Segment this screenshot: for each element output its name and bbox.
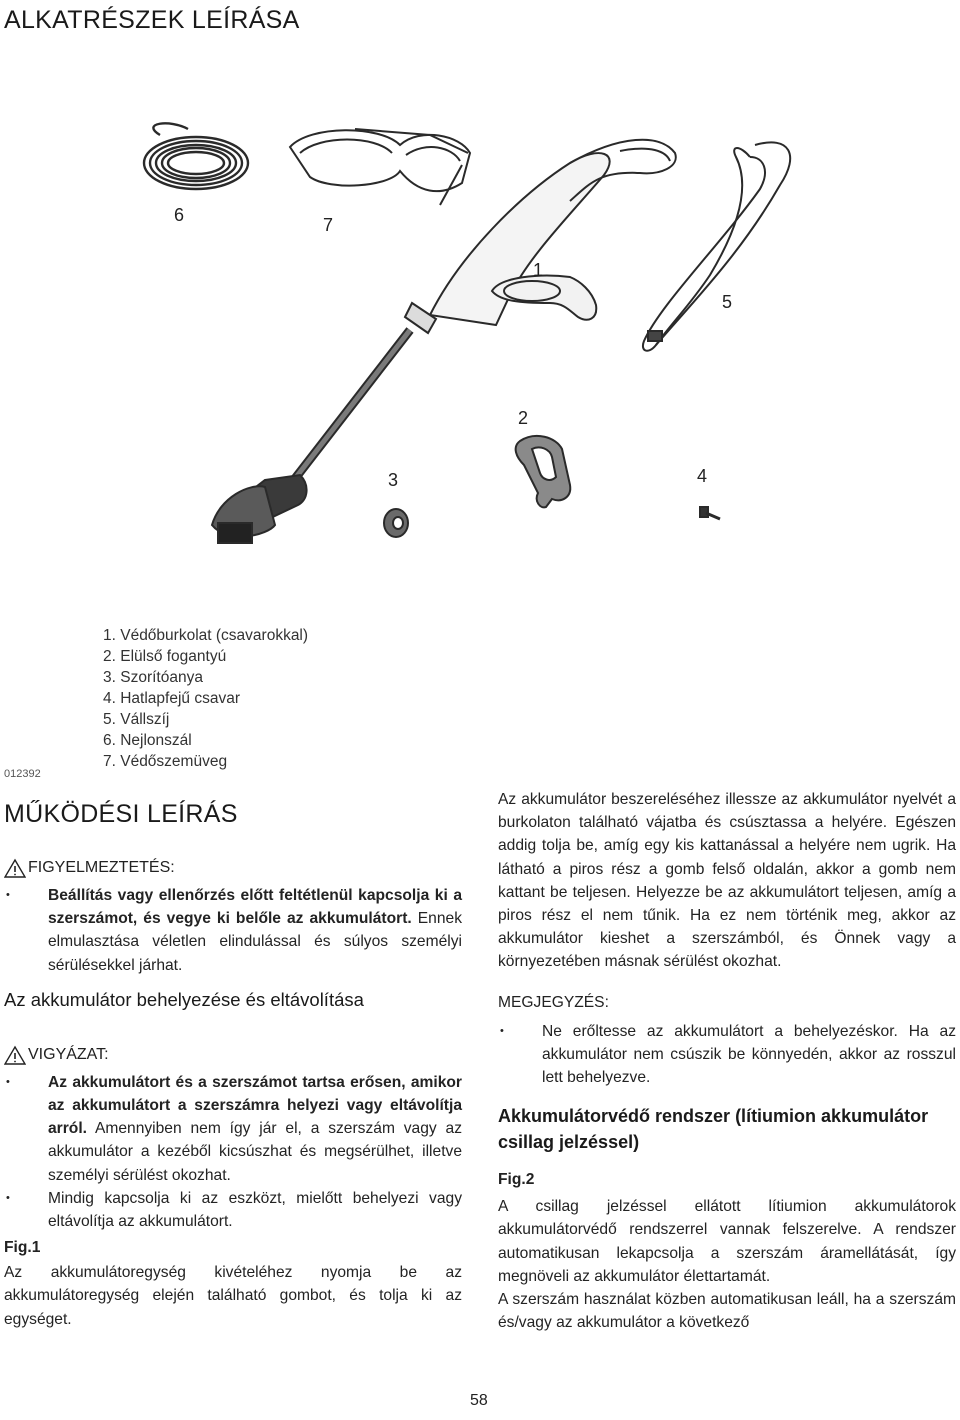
note-heading: MEGJEGYZÉS: bbox=[498, 993, 609, 1011]
page-title: ALKATRÉSZEK LEÍRÁSA bbox=[4, 6, 300, 34]
parts-list-item: 1. Védőburkolat (csavarokkal) bbox=[103, 627, 309, 644]
callout-6: 6 bbox=[174, 205, 185, 225]
warning-triangle-icon bbox=[4, 858, 26, 878]
caution-text: Amennyiben nem így jár el, a szerszám vagy az akkumulátor a kezéből kicsúszhat és megsérülhet, illetve személyi sérülést okozhat. bbox=[48, 1120, 462, 1184]
fig1-label: Fig.1 bbox=[4, 1239, 41, 1257]
warning-list bbox=[4, 884, 462, 977]
parts-list-item: 6. Nejlonszál bbox=[103, 732, 192, 749]
page-number: 58 bbox=[470, 1392, 488, 1409]
parts-list-item: 7. Védőszemüveg bbox=[103, 753, 228, 770]
parts-list-item: 4. Hatlapfejű csavar bbox=[103, 690, 240, 707]
grass-trimmer-illustration bbox=[212, 140, 676, 543]
caution-list bbox=[4, 1071, 462, 1233]
battery-protection-title: Akkumulátorvédő rendszer (lítiumion akkumulátor csillag jelzéssel) bbox=[498, 1106, 929, 1153]
warning-text: Ennek elmulasztása véletlen elindulással és súlyos személyi sérülésekkel járhat. bbox=[48, 910, 462, 974]
left-column bbox=[4, 858, 462, 1331]
auto-stop-text: A szerszám használat közben automatikusan leáll, ha a szerszám és/vagy az akkumulátor a következő bbox=[498, 1291, 956, 1332]
nylon-line-coil-illustration bbox=[144, 123, 248, 189]
safety-glasses-illustration bbox=[290, 129, 470, 205]
clamp-nut-illustration bbox=[384, 509, 408, 537]
shoulder-strap-illustration bbox=[643, 142, 790, 350]
warning-heading: FIGYELMEZTETÉS: bbox=[28, 859, 175, 876]
warning-heading-row bbox=[4, 858, 175, 878]
battery-protection-text: A csillag jelzéssel ellátott lítiumion akkumulátorok akkumulátorvédő rendszerrel vannak felszerelve. A rendszer automatikusan lekapcsolja a szerszám áramellátását, így megnöveli az akkumulátor élettartamát. bbox=[498, 1198, 956, 1285]
parts-illustration bbox=[100, 105, 960, 615]
hex-bolt-illustration bbox=[700, 507, 720, 519]
parts-list-item: 2. Elülső fogantyú bbox=[103, 648, 227, 665]
warning-item bbox=[4, 884, 462, 977]
callout-3: 3 bbox=[388, 470, 399, 490]
right-column bbox=[498, 788, 956, 1334]
caution-item bbox=[4, 1071, 462, 1187]
callout-1: 1 bbox=[533, 260, 544, 280]
callout-4: 4 bbox=[697, 466, 708, 486]
parts-list-item: 3. Szorítóanya bbox=[103, 669, 203, 686]
front-handle-illustration bbox=[516, 436, 571, 507]
fig2-label: Fig.2 bbox=[498, 1171, 535, 1189]
parts-list-item: 5. Vállszíj bbox=[103, 711, 170, 728]
note-list bbox=[498, 1020, 956, 1090]
document-code: 012392 bbox=[4, 768, 41, 780]
protective-guard-illustration bbox=[492, 276, 596, 320]
warning-bold-text: Beállítás vagy ellenőrzés előtt feltétlenül kapcsolja ki a szerszámot, és vegye ki belőle az akkumulátort. bbox=[48, 887, 462, 928]
callout-5: 5 bbox=[722, 292, 733, 312]
caution-heading: VIGYÁZAT: bbox=[28, 1045, 109, 1063]
callout-2: 2 bbox=[518, 408, 529, 428]
fig1-text: Az akkumulátoregység kivételéhez nyomja be az akkumulátoregység elején található gombot, és tolja ki az egységet. bbox=[4, 1264, 462, 1328]
parts-list bbox=[103, 625, 308, 772]
battery-install-text: Az akkumulátor beszereléséhez illessze az akkumulátor nyelvét a burkolaton található vájatba és csúsztassa a helyére. Egészen addig tolja be, amíg egy kis kattanással a helyére nem ugrik. Ha látható a piros rész a gomb felső oldalán, akkor a gomb nem kattant be teljesen. Helyezze be az akkumulátort teljesen, amíg a piros rész el nem tűnik. Ha ez nem történik meg, akkor az akkumulátor kieshet a szerszámból, és Önnek vagy a környezetében másnak sérülést okozhat. bbox=[498, 791, 956, 971]
note-item: • Ne erőltesse az akkumulátort a behelyezéskor. Ha az akkumulátor nem csúszik be könnyedén, akkor az rosszul lett behelyezve. bbox=[498, 1020, 956, 1090]
section-title: MŰKÖDÉSI LEÍRÁS bbox=[4, 800, 238, 828]
battery-section-title: Az akkumulátor behelyezése és eltávolítása bbox=[4, 988, 364, 1010]
warning-triangle-icon bbox=[4, 1045, 26, 1065]
callout-7: 7 bbox=[323, 215, 334, 235]
caution-bold-text: Az akkumulátort és a szerszámot tartsa erősen, amikor az akkumulátort a szerszámra helyezi vagy eltávolítja arról. bbox=[48, 1073, 462, 1138]
caution-item: • Mindig kapcsolja ki az eszközt, mielőtt behelyezi vagy eltávolítja az akkumulátort. bbox=[4, 1187, 462, 1233]
caution-heading-row bbox=[4, 1045, 109, 1065]
